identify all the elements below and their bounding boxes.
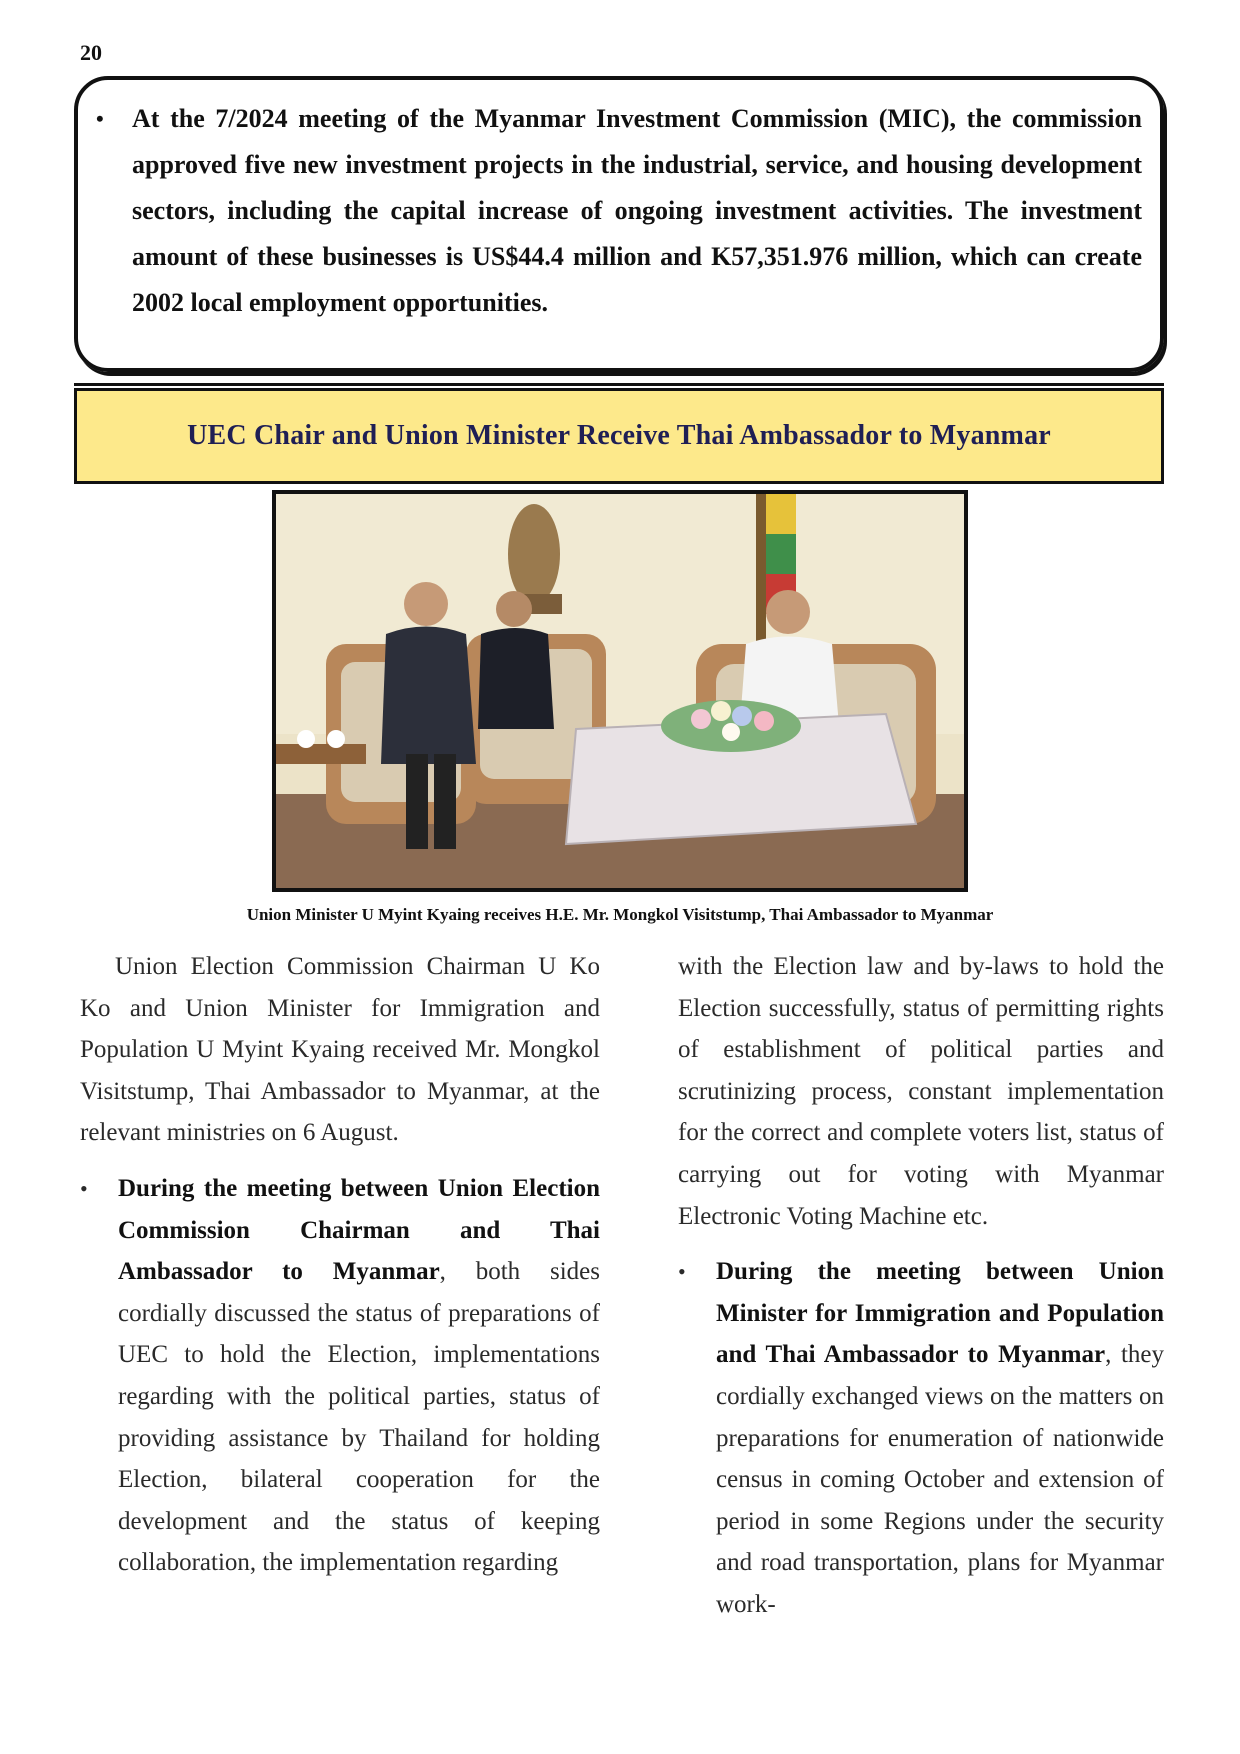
mic-news-text: At the 7/2024 meeting of the Myanmar Investment Commission (MIC), the commission approved five new investment projects in the industrial, service, and housing development sectors, including the capital increase of ongoing investment activities. The investment amount of these businesses is US$44.4 million and K57,351.976 million, which can create 2002 local employment opportunities. [132, 104, 1142, 317]
article-headline: UEC Chair and Union Minister Receive Thai Ambassador to Myanmar [187, 420, 1051, 451]
mic-news-box [74, 76, 1164, 372]
article-intro: Union Election Commission Chairman U Ko Ko and Union Minister for Immigration and Population U Myint Kyaing received Mr. Mongkol Visitstump, Thai Ambassador to Myanmar, at the relevant ministries on 6 August. [80, 953, 600, 1147]
photo-caption: Union Minister U Myint Kyaing receives H.E. Mr. Mongkol Visitstump, Thai Ambassador to Myanmar [246, 905, 994, 924]
bullet-item-uec-meeting [80, 1168, 600, 1584]
bullet-bold-heading: During the meeting between Union Election Commission Chairman and Thai Ambassador to Myanmar [118, 1174, 600, 1286]
bullet-icon: • [80, 1175, 88, 1201]
article-column-right [678, 946, 1164, 1626]
headline-banner [74, 388, 1164, 484]
article-column-left [80, 946, 600, 1584]
page-number: 20 [80, 40, 102, 65]
article-photo [272, 490, 968, 892]
bullet-body-text: , they cordially exchanged views on the matters on preparations for enumeration of nationwide census in coming October and extension of period in some Regions under the security and road transportation, plans for Myanmar work- [716, 1341, 1164, 1618]
meeting-photo-illustration [276, 494, 964, 888]
bullet-body-text: , both sides cordially discussed the status of preparations of UEC to hold the Election, implementations regarding with the political parties, status of providing assistance by Thailand for holding Election, bilateral cooperation for the development and the status of keeping collaboration, the implementation regarding [118, 1258, 600, 1577]
bullet-icon: • [96, 106, 104, 131]
bullet-bold-heading: During the meeting between Union Minister for Immigration and Population and Thai Ambassador to Myanmar [716, 1258, 1164, 1369]
article-continuation: with the Election law and by-laws to hold the Election successfully, status of permitting rights of establishment of political parties and scrutinizing process, constant implementation for the correct and complete voters list, status of carrying out for voting with Myanmar Electronic Voting Machine etc. [678, 953, 1164, 1230]
bullet-icon: • [678, 1259, 686, 1285]
bullet-item-immigration-meeting [678, 1251, 1164, 1625]
